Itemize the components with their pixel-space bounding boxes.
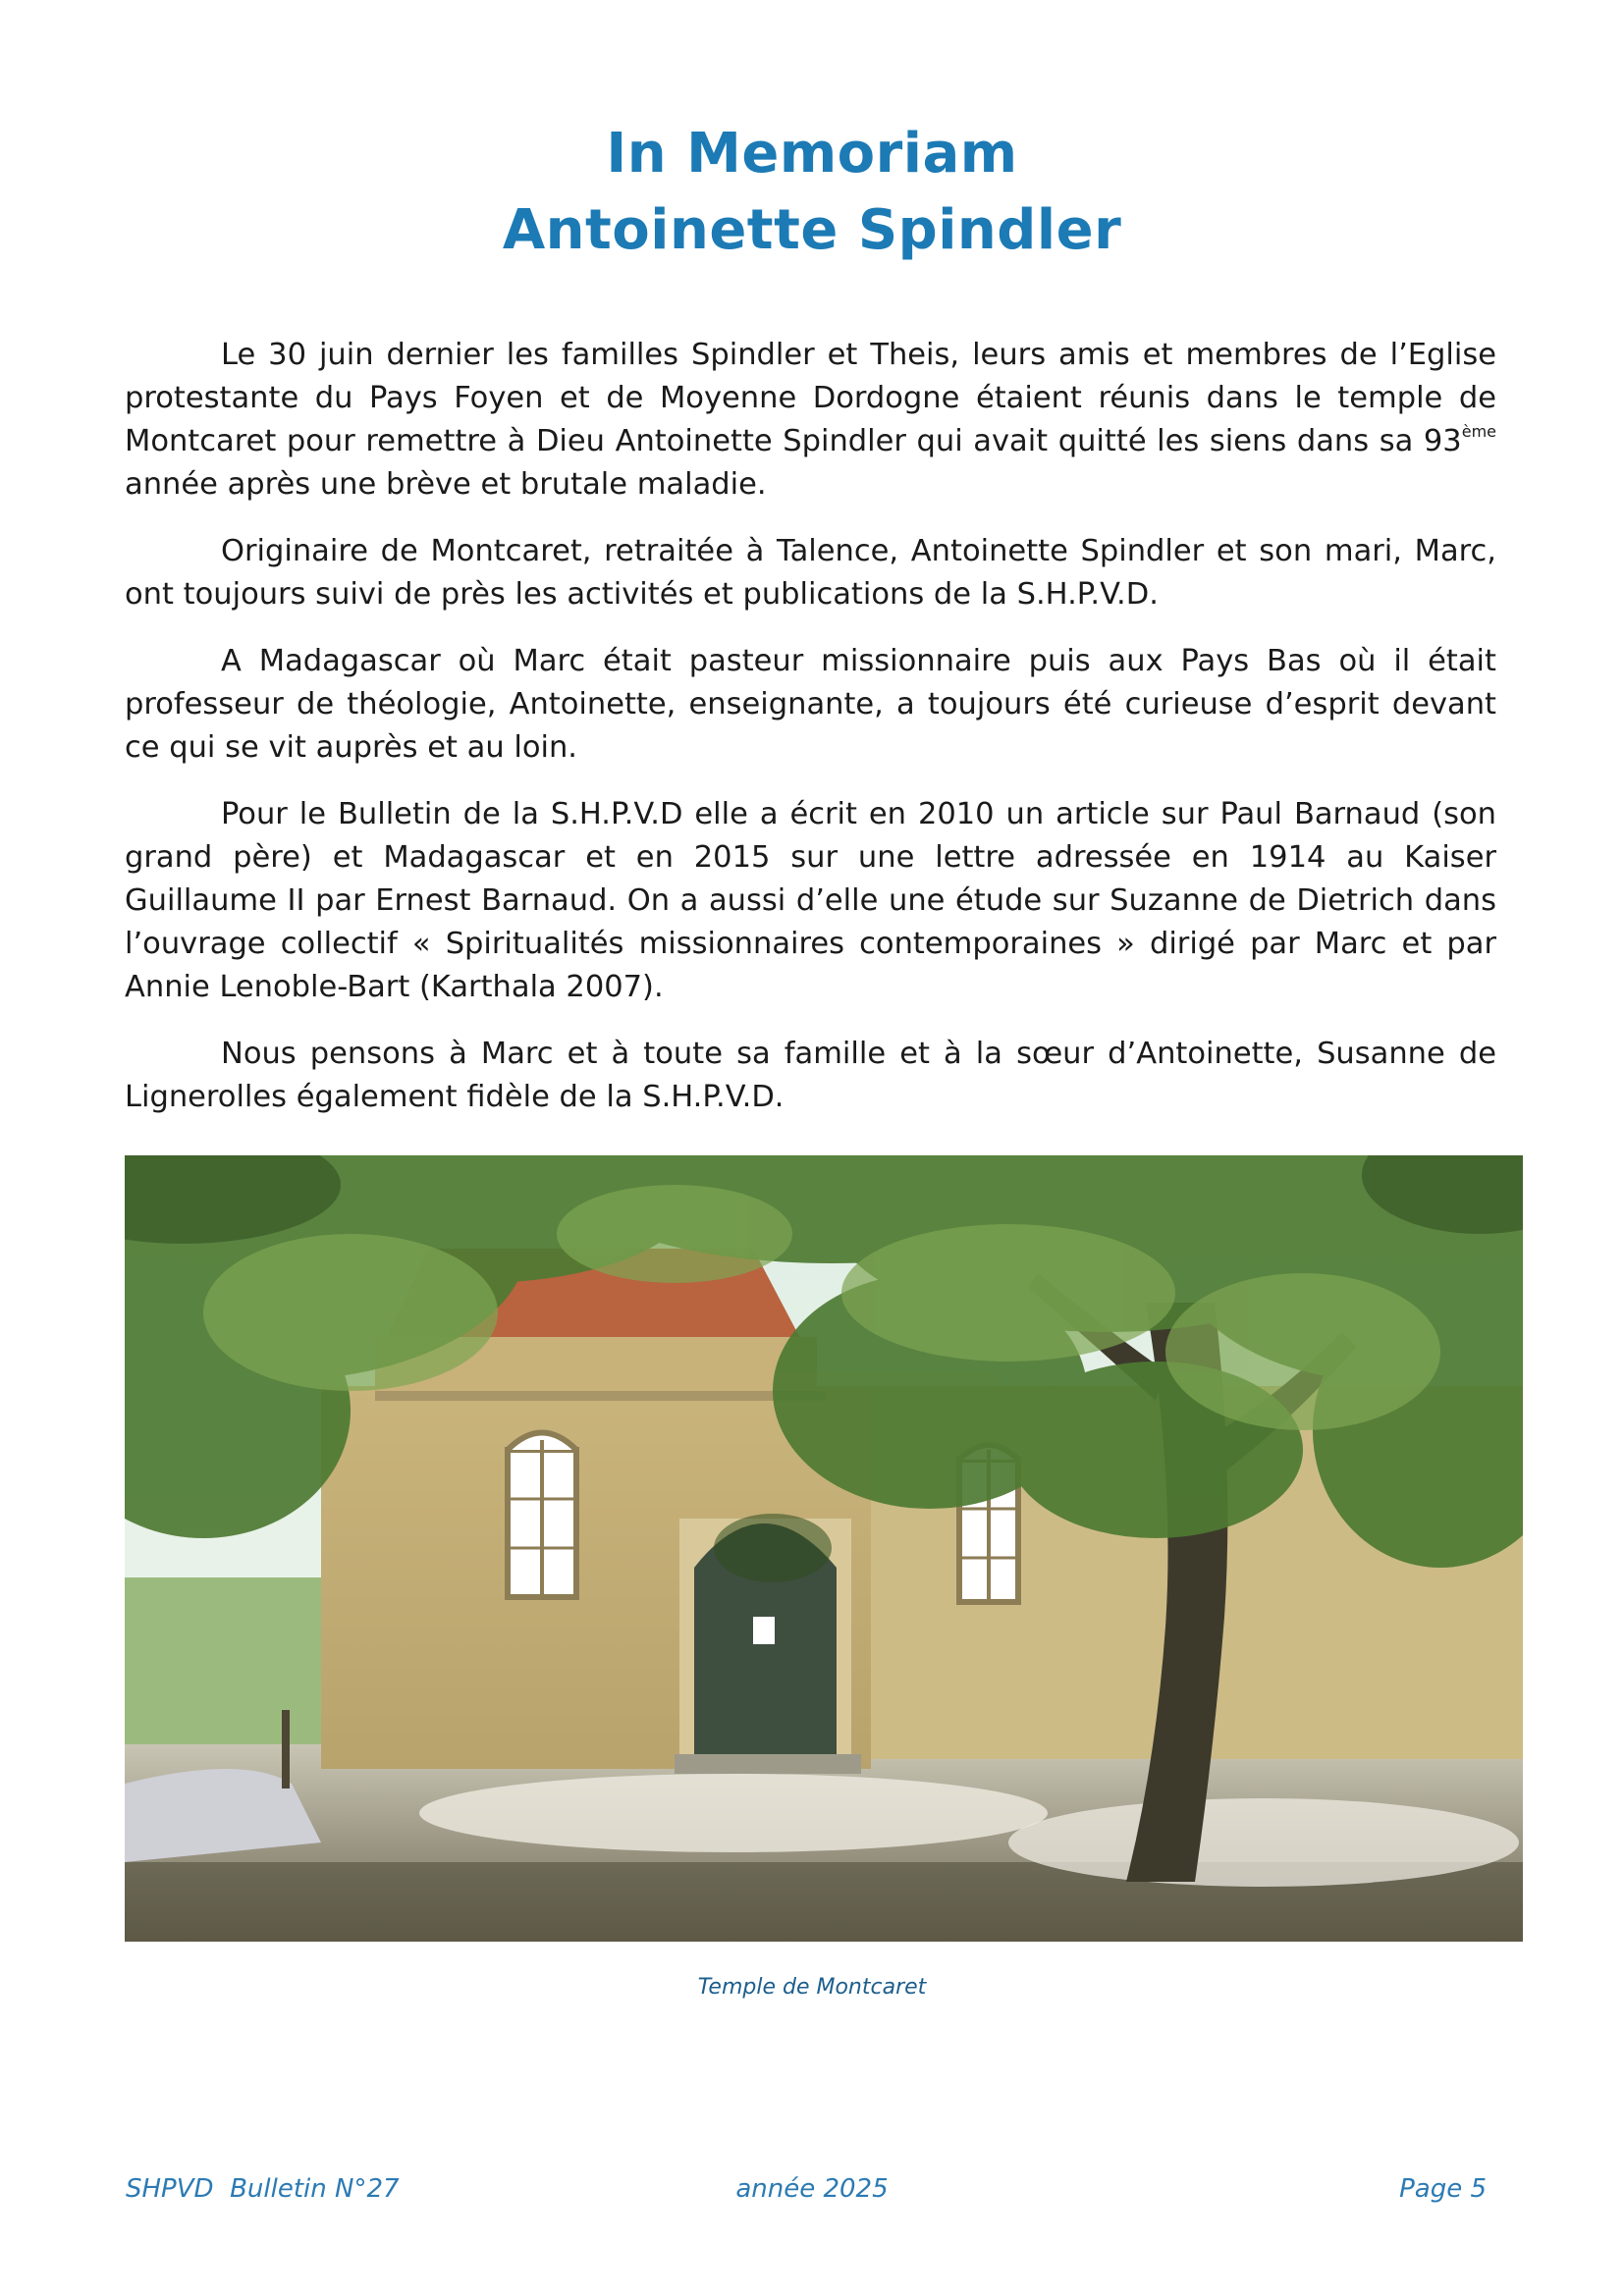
paragraph-4: Pour le Bulletin de la S.H.P.V.D elle a écrit en 2010 un article sur Paul Barnaud (son grand père) et Madagascar et en 2015 sur une lettre adressée en 1914 au Kaiser Guillaume II par Ernest Barnaud. On a aussi d’elle une étude sur Suzanne de Dietrich dans l’ouvrage collectif « Spiritualités missionnaires contemporaines » dirigé par Marc et par Annie Lenoble-Bart (Karthala 2007). (125, 797, 1496, 1004)
ordinal-superscript: ème (1461, 422, 1496, 441)
page-title-line-1: In Memoriam (606, 122, 1018, 186)
paragraph-5: Nous pensons à Marc et à toute sa famille et à la sœur d’Antoinette, Susanne de Lignerolles également fidèle de la S.H.P.V.D. (125, 1037, 1496, 1114)
footer-page-number: Page 5 (1399, 2174, 1487, 2204)
photo-caption: Temple de Montcaret (697, 1975, 927, 2000)
paragraph-1-text: Le 30 juin dernier les familles Spindler et Theis, leurs amis et membres de l’Eglise protestante du Pays Foyen et de Moyenne Dordogne étaient réunis dans le temple de Montcaret pour remettre à Dieu Antoinette Spindler qui avait quitté les siens dans sa 93 (125, 338, 1496, 458)
paragraph-2: Originaire de Montcaret, retraitée à Talence, Antoinette Spindler et son mari, Marc, ont toujours suivi de près les activités et publications de la S.H.P.V.D. (125, 534, 1496, 612)
paragraph-1-text-end: année après une brève et brutale maladie. (125, 467, 767, 502)
temple-photo (125, 1155, 1523, 1942)
paragraph-3: A Madagascar où Marc était pasteur missionnaire puis aux Pays Bas où il était professeur de théologie, Antoinette, enseignante, a toujours été curieuse d’esprit devant ce qui se vit auprès et au loin. (125, 644, 1496, 765)
footer-bulletin: SHPVD Bulletin N°27 (126, 2174, 400, 2204)
article-body (125, 334, 1496, 1143)
footer-year: année 2025 (735, 2174, 889, 2204)
page-title-line-2: Antoinette Spindler (502, 198, 1122, 262)
paragraph-1 (125, 334, 1496, 507)
temple-photo-illustration (125, 1155, 1523, 1942)
